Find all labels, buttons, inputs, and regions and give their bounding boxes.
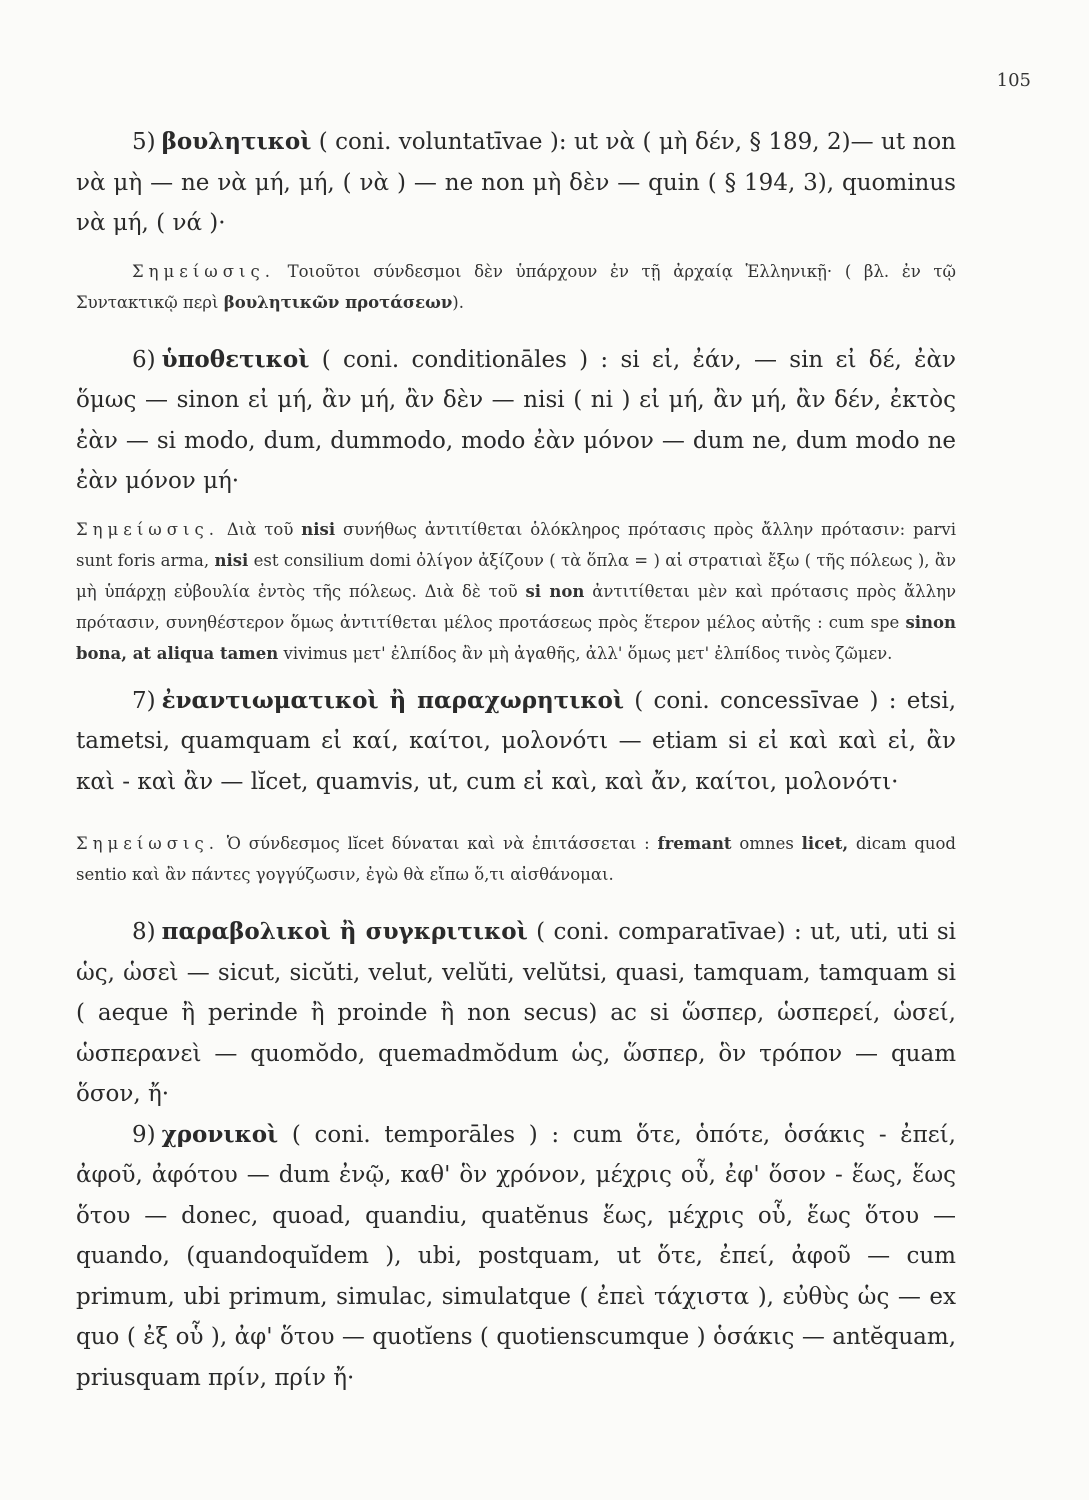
note-text: dicam quod sentio καὶ ἂν πάντες γογγύζωσιν, ἐγὼ θὰ εἴπω ὅ,τι αἰσθάνομαι. [76, 834, 956, 884]
page-content [76, 122, 956, 1398]
note-text: ἀντιτίθεται μὲν καὶ πρότασις πρὸς ἄλλην πρότασιν, συνηθέστερον ὅμως ἀντιτίθεται μέλος προτάσεως πρὸς ἕτερον μέλος αὐτῆς : cum spe [76, 581, 957, 632]
note-2 [76, 514, 956, 669]
section-number: 8) [132, 919, 156, 945]
section-title: βουλητικοὶ [161, 128, 312, 155]
section-number: 9) [132, 1121, 156, 1148]
note-bold-text: sinon bona, at aliqua tamen [76, 612, 956, 663]
section-number: 5) [132, 129, 156, 155]
section-title: παραβολικοὶ ἢ συγκριτικοὶ [161, 918, 528, 945]
section-title: χρονικοὶ [161, 1120, 279, 1148]
note-text: ). [452, 292, 464, 312]
section-body: ( coni. temporāles ) : cum ὅτε, ὁπότε, ὁσάκις - ἐπεί, ἀφοῦ, ἀφότου — dum ἐνῷ, καθ' ὃν χρόνον, μέχρις οὗ, ἐφ' ὅσον - ἕως, ἕως ὅτου — donec, quoad, quandiu, quatĕnus ἕως, μέχρις οὗ, ἕως ὅτου — quando, (quandoquĭdem ), ubi, postquam, ut ὅτε, ἐπεί, ἀφοῦ — cum primum, ubi primum, simulac, simulatque ( ἐπεὶ τάχιστα ), εὐθὺς ὡς — ex quo ( ἐξ οὗ ), ἀφ' ὅτου — quotĭens ( quotienscumque ) ὁσάκις — antĕquam, priusquam πρίν, πρίν ἤ· [76, 1121, 956, 1391]
note-text: est consilium domi ὀλίγον ἀξίζουν ( τὰ ὅπλα = ) αἱ στρατιαὶ ἔξω ( τῆς πόλεως ), ἂν μὴ ὑπάρχῃ εὐβουλία ἐντὸς τῆς πόλεως. Διὰ δὲ τοῦ [76, 550, 956, 601]
note-bold-text: si non [525, 581, 585, 601]
note-3 [76, 828, 956, 890]
note-bold-text: βουλητικῶν προτάσεων [223, 292, 453, 312]
note-text: omnes [731, 834, 802, 853]
note-text: Ὁ σύνδεσμος lĭcet δύναται καὶ νὰ ἐπιτάσσεται : [226, 834, 658, 853]
section-title: ὑποθετικοὶ [161, 345, 310, 373]
section-body: ( coni. comparatīvae) : ut, uti, uti si ὡς, ὡσεὶ — sicut, sicŭti, velut, velŭti, velŭtsi, quasi, tamquam, tamquam si ( aeque ἢ perinde ἢ proinde ἢ non secus) ac si ὥσπερ, ὡσπερεί, ὡσεί, ὡσπερανεὶ — quomŏdo, quemadmŏdum ὡς, ὥσπερ, ὃν τρόπον — quam ὅσον, ἤ· [76, 919, 957, 1107]
section-title: ἐναντιωματικοὶ ἢ παραχωρητικοὶ [161, 686, 625, 714]
section-body: ( coni. voluntatīvae ): ut νὰ ( μὴ δέν, § 189, 2)— ut non νὰ μὴ — ne νὰ μή, μή, ( νὰ ) — ne non μὴ δὲν — quin ( § 194, 3), quominus νὰ μή, ( νά )· [76, 129, 956, 236]
note-bold-text: fremant [657, 834, 732, 853]
section-7 [76, 681, 956, 803]
note-bold-text: licet, [801, 834, 849, 853]
page-number: 105 [996, 70, 1031, 91]
section-number: 7) [132, 687, 156, 714]
note-text: vivimus μετ' ἐλπίδος ἂν μὴ ἀγαθῆς, ἀλλ' ὅμως μετ' ἐλπίδος τινὸς ζῶμεν. [278, 643, 893, 663]
note-text: Τοιοῦτοι σύνδεσμοι δὲν ὑπάρχουν ἐν τῇ ἀρχαίᾳ Ἑλληνικῇ· ( βλ. ἐν τῷ Συντακτικῷ περὶ [76, 261, 956, 312]
note-text: Διὰ τοῦ [226, 519, 302, 539]
note-label: Σημείωσις. [76, 834, 219, 853]
section-6 [76, 340, 956, 502]
section-number: 6) [132, 346, 156, 373]
note-bold-text: nisi [301, 519, 336, 539]
note-label: Σημείωσις. [76, 519, 219, 539]
section-5 [76, 122, 956, 244]
section-body: ( coni. conditionāles ) : si εἰ, ἐάν, — sin εἰ δέ, ἐὰν ὅμως — sinon εἰ μή, ἂν μή, ἂν δὲν — nisi ( ni ) εἰ μή, ἂν μή, ἂν δέν, ἐκτὸς ἐὰν — si modo, dum, dummodo, modo ἐὰν μόνον — dum ne, dum modo ne ἐὰν μόνον μή· [76, 346, 957, 494]
section-9 [76, 1115, 956, 1399]
note-bold-text: nisi [214, 550, 249, 570]
note-label: Σημείωσις. [132, 261, 275, 281]
section-8 [76, 912, 956, 1115]
note-text: συνήθως ἀντιτίθεται ὁλόκληρος πρότασις πρὸς ἄλλην πρότασιν: parvi sunt foris arma, [76, 519, 956, 570]
section-body: ( coni. concessīvae ) : etsi, tametsi, quamquam εἰ καί, καίτοι, μολονότι — etiam si εἰ καὶ καὶ εἰ, ἂν καὶ - καὶ ἂν — lĭcet, quamvis, ut, cum εἰ καὶ, καὶ ἄν, καίτοι, μολονότι· [76, 687, 957, 795]
note-1 [76, 256, 956, 318]
